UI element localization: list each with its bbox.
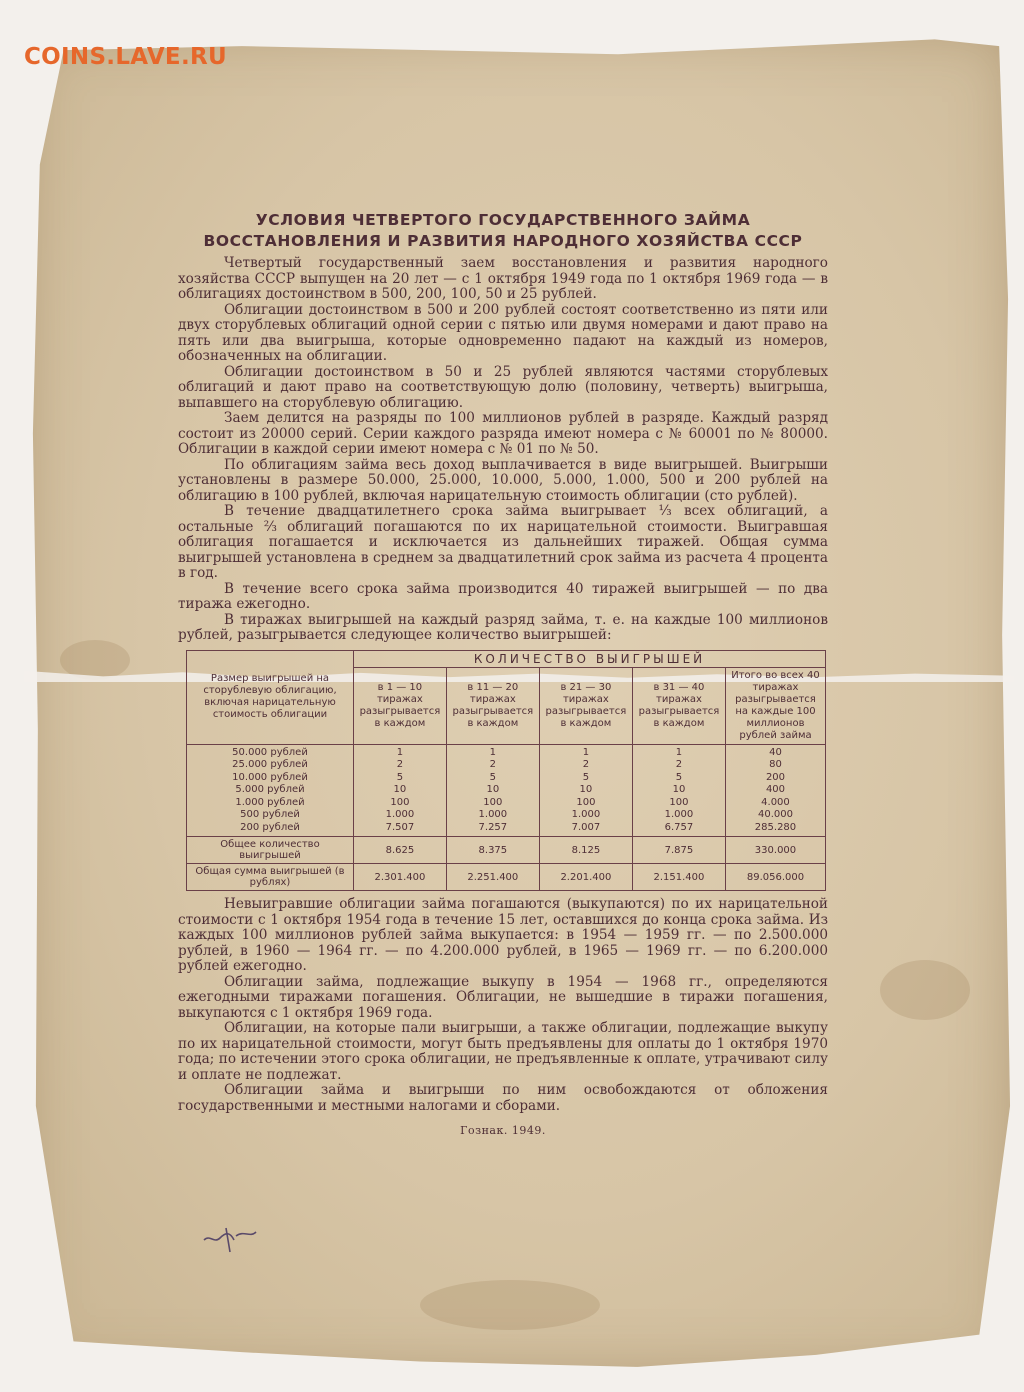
doc-title-line2: ВОССТАНОВЛЕНИЯ И РАЗВИТИЯ НАРОДНОГО ХОЗЯЙСТВА СССР [203,232,803,250]
winnings-table [186,650,826,892]
table-cell-value: 100 [576,796,596,808]
table-total-count-4: 7.875 [632,837,725,864]
table-cell-value: 200 рублей [240,821,300,833]
table-cell-value: 7.007 [571,821,601,833]
table-total-sum-1: 2.301.400 [354,864,447,891]
intro-paragraph: Заем делится на разряды по 100 миллионов рублей в разряде. Каждый разряд состоит из 20000 серий. Серии каждого разряда имеют номера с № 60001 по № 80000. Облигации в каждой серии имеют номера с № 01 по № 50. [178,410,828,457]
site-watermark: COINS.LAVE.RU [24,44,227,70]
table-row-total-count [187,837,826,864]
table-cell-col2 [446,744,539,837]
table-row-prizes [187,744,826,837]
terms-paragraph: Облигации займа, подлежащие выкупу в 1954 — 1968 гг., определяются ежегодными тиражами погашения. Облигации, не вышедшие в тиражи погашения, выкупаются с 1 октября 1969 года. [178,973,828,1021]
table-cell-col5 [725,744,825,837]
terms-paragraph: Невыигравшие облигации займа погашаются (выкупаются) по их нарицательной стоимости с 1 октября 1954 года в течение 15 лет, оставшихся до конца срока займа. Из каждых 100 миллионов рублей займа выкупается: в 1954 — 1959 гг. — по 2.500.000 рублей, в 1960 — 1964 гг. — по 4.200.000 рублей, в 1965 — 1969 гг. — по 6.200.000 рублей ежегодно. [178,896,828,974]
intro-paragraph: Облигации достоинством в 500 и 200 рублей состоят соответственно из пяти или двух сторублевых облигаций одной серии с пятью или двумя номерами и дают право на пять или два выигрыша, которые одновременно падают на каждый из номеров, обозначенных на облигации. [178,301,828,364]
table-cell-value: 10 [486,784,500,795]
table-total-count-5: 330.000 [725,837,825,864]
table-total-sum-2: 2.251.400 [446,864,539,891]
table-cell-value: 5 [489,771,497,783]
table-label-total-count: Общее количество выигрышей [187,837,354,864]
table-cell-value: 2 [489,759,497,770]
table-cell-value: 10 [672,784,686,795]
table-cell-col4 [632,744,725,837]
table-column-header: Итого во всех 40 тиражах разыгрывается на каждые 100 миллионов рублей займа [725,667,825,744]
table-cell-value: 2 [675,759,683,770]
table-cell-value: 10.000 рублей [232,771,308,783]
table-cell-value: 7.257 [478,821,508,833]
table-cell-value: 500 рублей [240,809,300,820]
table-cell-value: 50.000 рублей [232,746,308,758]
table-cell-value: 200 [765,771,786,783]
table-cell-value: 4.000 [761,796,790,808]
terms-paragraph: Облигации займа и выигрыши по ним освобождаются от обложения государственными и местными налогами и сборами. [178,1082,828,1114]
intro-paragraph: В течение всего срока займа производится 40 тиражей выигрышей — по два тиража ежегодно. [178,580,828,612]
handwritten-mark [200,1218,260,1258]
table-cell-col3 [539,744,632,837]
table-row-total-sum [187,864,826,891]
table-cell-value: 1.000 [478,809,508,820]
table-total-sum-4: 2.151.400 [632,864,725,891]
table-cell-value: 5 [396,771,404,783]
table-cell-value: 80 [769,759,782,770]
table-header-count-of-wins: КОЛИЧЕСТВО ВЫИГРЫШЕЙ [354,650,826,667]
table-cell-value: 1 [675,746,683,758]
table-cell-value: 1.000 рублей [235,796,305,808]
table-header-prize-size: Размер выигрышей на сторублевую облигацию, включая нарицательную стоимость облигации [187,650,354,744]
doc-title [178,210,828,252]
bond-conditions-text [178,210,828,1137]
table-column-header: в 11 — 20 тиражах разыгрывается в каждом [446,667,539,744]
table-column-header: в 31 — 40 тиражах разыгрывается в каждом [632,667,725,744]
table-cell-value: 10 [579,784,593,795]
table-cell-value: 2 [582,759,590,770]
table-cell-value: 100 [669,796,689,808]
doc-title-line1: УСЛОВИЯ ЧЕТВЕРТОГО ГОСУДАРСТВЕННОГО ЗАЙМА [255,211,751,229]
paragraphs-top [178,256,828,644]
table-cell-value: 1.000 [571,809,601,820]
table-cell-value: 40 [769,746,782,758]
intro-paragraph: В течение двадцатилетнего срока займа выигрывает ⅓ всех облигаций, а остальные ⅔ облигаций погашаются по их нарицательной стоимости. Выигравшая облигация погашается и исключается из дальнейших тиражей. Общая сумма выигрышей установлена в среднем за двадцатилетний срок займа из расчета 4 процента в год. [178,503,828,581]
table-total-count-1: 8.625 [354,837,447,864]
table-cell-value: 1.000 [664,809,694,820]
table-total-count-3: 8.125 [539,837,632,864]
paper-stain [420,1280,600,1330]
table-cell-value: 1 [396,746,404,758]
table-cell-value: 1.000 [385,809,415,820]
table-cell-col1 [354,744,447,837]
table-cell-value: 6.757 [664,821,694,833]
paper-stain [60,640,130,680]
intro-paragraph: В тиражах выигрышей на каждый разряд займа, т. е. на каждые 100 миллионов рублей, разыгрывается следующее количество выигрышей: [178,611,828,643]
table-cell-value: 1 [489,746,497,758]
printer-imprint: Гознак. 1949. [460,1124,546,1137]
table-cell-value: 25.000 рублей [232,759,308,770]
table-cell-value: 5 [675,771,683,783]
table-column-header: в 1 — 10 тиражах разыгрывается в каждом [354,667,447,744]
intro-paragraph: По облигациям займа весь доход выплачивается в виде выигрышей. Выигрыши установлены в размере 50.000, 25.000, 10.000, 5.000, 1.000, 500 и 200 рублей на облигацию в 100 рублей, включая нарицательную стоимость облигации (сто рублей). [178,456,828,504]
table-cell-value: 5 [582,771,590,783]
table-cell-value: 400 [765,784,786,795]
table-total-sum-5: 89.056.000 [725,864,825,891]
table-cell-value: 100 [390,796,410,808]
paper-stain [880,960,970,1020]
table-total-count-2: 8.375 [446,837,539,864]
paragraphs-bottom [178,897,828,1114]
table-cell-value: 5.000 рублей [235,784,305,795]
table-cell-value: 40.000 [757,809,793,820]
table-cell-value: 2 [396,759,404,770]
table-cell-prizes [187,744,354,837]
table-cell-value: 7.507 [385,821,415,833]
table-cell-value: 1 [582,746,590,758]
table-label-total-sum: Общая сумма выигрышей (в рублях) [187,864,354,891]
terms-paragraph: Облигации, на которые пали выигрыши, а также облигации, подлежащие выкупу по их нарицательной стоимости, могут быть предъявлены для оплаты до 1 октября 1970 года; по истечении этого срока облигации, не предъявленные к оплате, утрачивают силу и оплате не подлежат. [178,1020,828,1083]
intro-paragraph: Облигации достоинством в 50 и 25 рублей являются частями сторублевых облигаций и дают право на соответствующую долю (половину, четверть) выигрыша, выпавшего на сторублевую облигацию. [178,363,828,411]
table-cell-value: 10 [393,784,407,795]
table-cell-value: 100 [483,796,503,808]
table-cell-value: 285.280 [754,821,797,833]
intro-paragraph: Четвертый государственный заем восстановления и развития народного хозяйства СССР выпущен на 20 лет — с 1 октября 1949 года по 1 октября 1969 года — в облигациях достоинством в 500, 200, 100, 50 и 25 рублей. [178,255,828,302]
table-total-sum-3: 2.201.400 [539,864,632,891]
table-column-header: в 21 — 30 тиражах разыгрывается в каждом [539,667,632,744]
